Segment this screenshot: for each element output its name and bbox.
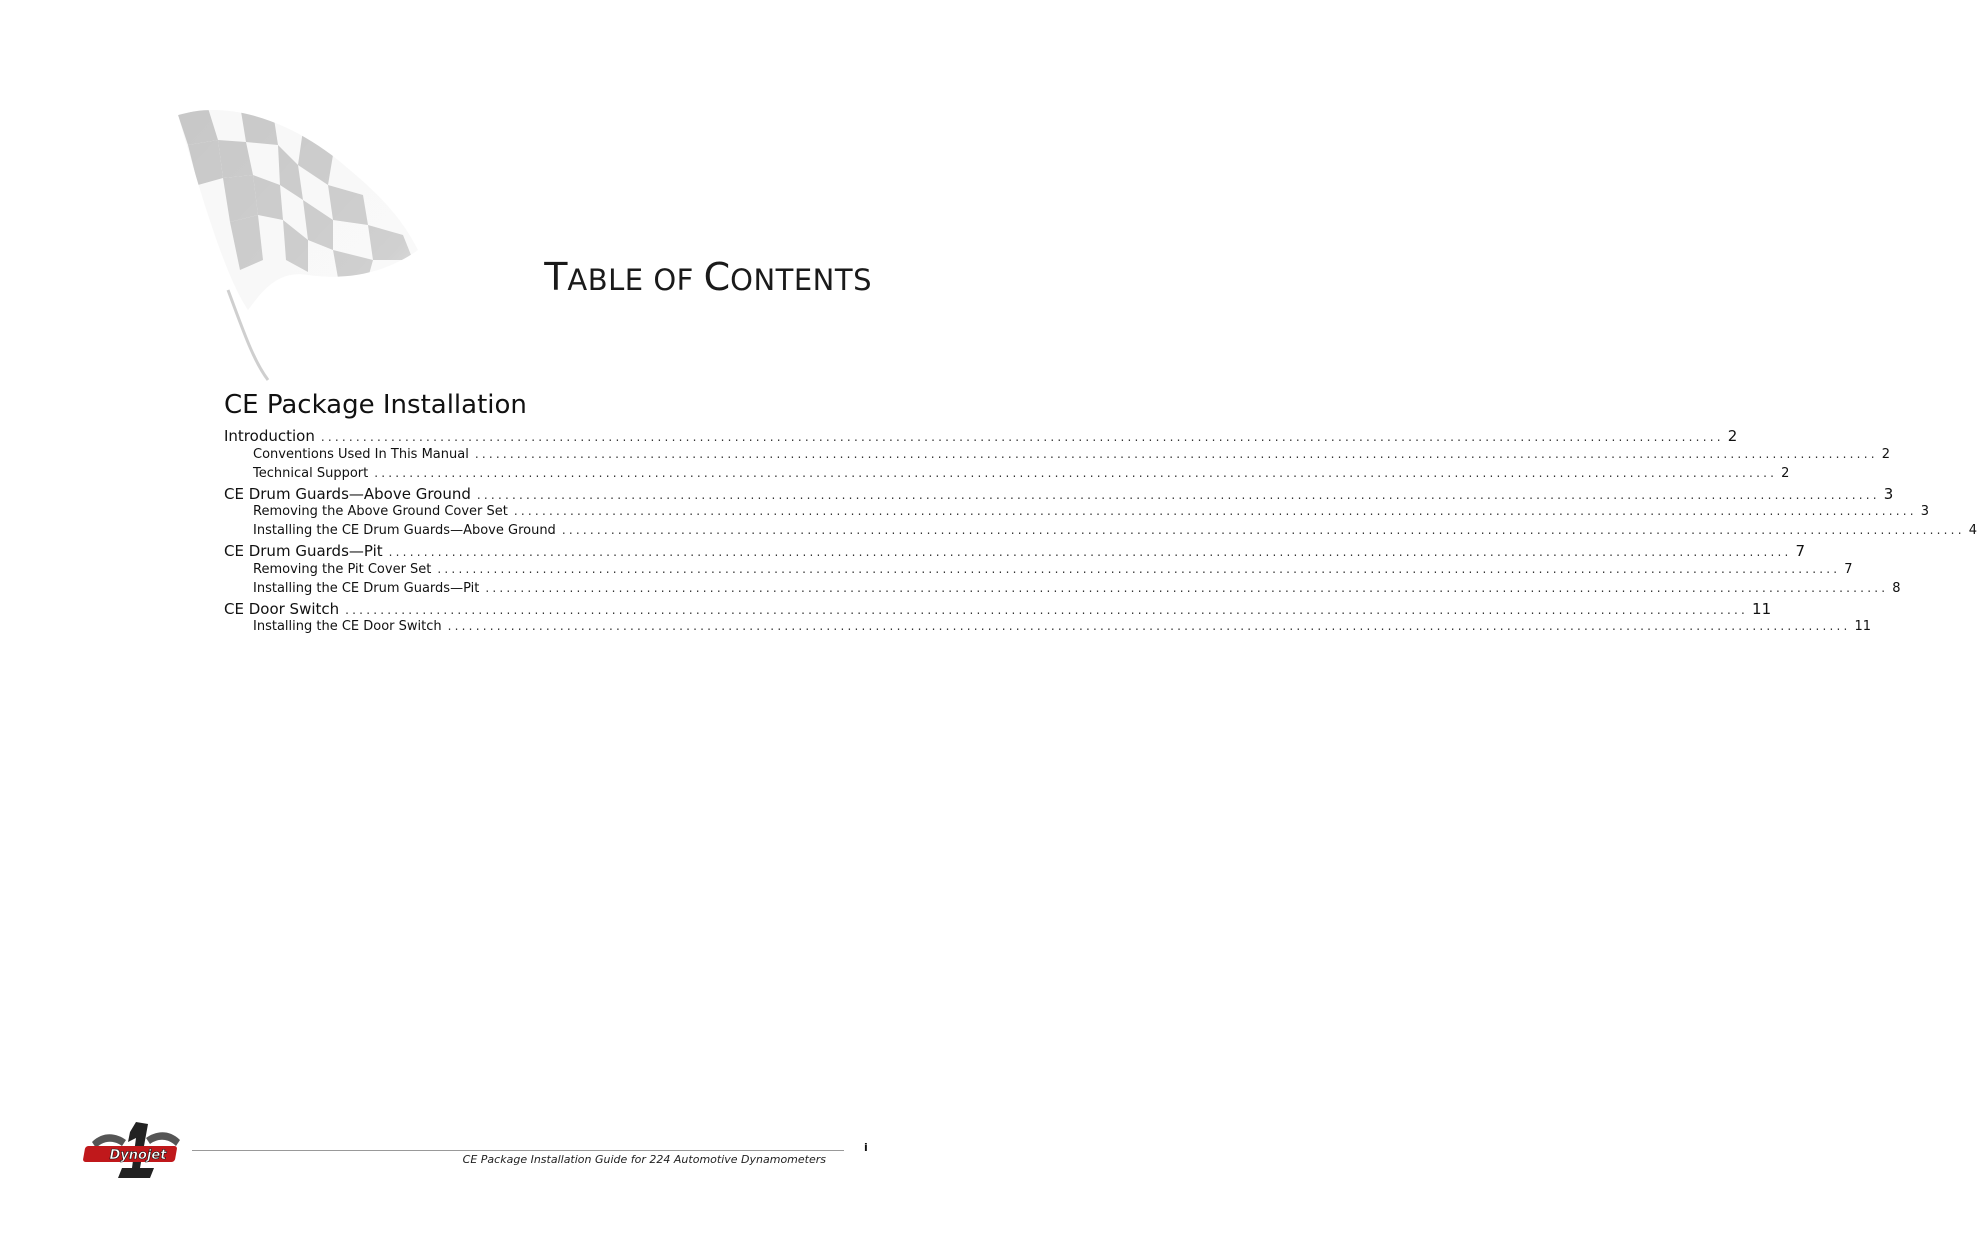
toc-entry[interactable] — [224, 599, 1772, 620]
toc-entry-label: Conventions Used In This Manual — [253, 446, 469, 462]
toc-entry[interactable] — [224, 542, 1806, 562]
footer-guide-title: CE Package Installation Guide for 224 Automotive Dynamometers — [462, 1153, 826, 1166]
toc-entry-page: 8 — [1892, 580, 1901, 596]
page-number: i — [864, 1141, 868, 1154]
toc-entry[interactable] — [224, 484, 1894, 505]
toc-dot-leader: ........................................................................................................................................................................................................ — [485, 580, 1889, 595]
toc-entry-page: 3 — [1883, 484, 1894, 503]
toc-subentry[interactable] — [224, 504, 1930, 523]
toc-entry-page: 4 — [1968, 523, 1977, 538]
toc-entry-label: CE Door Switch — [224, 599, 340, 618]
toc-entry-label: Installing the CE Drum Guards—Pit — [253, 580, 480, 596]
toc-entry[interactable] — [224, 427, 1738, 447]
toc-entry-label: Removing the Above Ground Cover Set — [253, 504, 508, 519]
title-initial: T — [544, 255, 568, 299]
logo-text: Dynojet — [109, 1148, 167, 1163]
toc-dot-leader: ........................................................................................................................................................................................................ — [388, 545, 1792, 559]
toc-subentry[interactable] — [224, 465, 1790, 485]
toc-dot-leader: ........................................................................................................................................................................................................ — [474, 446, 1878, 461]
toc-subentry[interactable] — [224, 561, 1853, 581]
toc-entry-label: CE Drum Guards—Pit — [224, 542, 383, 560]
title-part: ONTENTS — [730, 263, 872, 297]
toc-entry-label: CE Drum Guards—Above Ground — [224, 484, 471, 503]
toc-subentry[interactable] — [224, 523, 1977, 542]
toc-subentry[interactable] — [224, 580, 1901, 600]
toc-subentry[interactable] — [224, 619, 1872, 638]
toc-entry-page: 11 — [1752, 599, 1772, 618]
toc-entry-page: 2 — [1727, 427, 1738, 445]
toc-entry-page: 7 — [1844, 561, 1853, 577]
dynojet-logo-icon — [84, 1120, 188, 1180]
toc-dot-leader: ........................................................................................................................................................................................................ — [476, 487, 1880, 502]
toc-entry-label: Installing the CE Door Switch — [253, 619, 442, 634]
toc-dot-leader: ........................................................................................................................................................................................................ — [374, 465, 1778, 480]
table-of-contents — [224, 427, 1977, 638]
toc-dot-leader: ........................................................................................................................................................................................................ — [513, 504, 1917, 518]
toc-dot-leader: ........................................................................................................................................................................................................ — [561, 523, 1965, 537]
toc-entry-label: Technical Support — [253, 465, 369, 481]
toc-entry-page: 7 — [1795, 542, 1806, 560]
checkered-flag-icon — [168, 100, 428, 380]
toc-dot-leader: ........................................................................................................................................................................................................ — [345, 602, 1749, 617]
toc-entry-page: 2 — [1781, 465, 1790, 481]
title-initial: C — [703, 255, 731, 299]
toc-dot-leader: ........................................................................................................................................................................................................ — [320, 430, 1724, 444]
toc-dot-leader: ........................................................................................................................................................................................................ — [447, 619, 1851, 633]
toc-entry-label: Removing the Pit Cover Set — [253, 561, 432, 577]
toc-entry-page: 3 — [1920, 504, 1930, 519]
section-heading: CE Package Installation — [224, 390, 527, 420]
page-title — [480, 255, 872, 299]
toc-entry-page: 2 — [1881, 446, 1890, 462]
toc-entry-label: Installing the CE Drum Guards—Above Ground — [253, 523, 556, 538]
toc-entry-label: Introduction — [224, 427, 315, 445]
footer-divider — [192, 1150, 844, 1151]
title-part: ABLE OF — [567, 263, 704, 297]
toc-entry-page: 11 — [1854, 619, 1872, 634]
toc-subentry[interactable] — [224, 446, 1890, 466]
toc-dot-leader: ........................................................................................................................................................................................................ — [437, 561, 1841, 576]
